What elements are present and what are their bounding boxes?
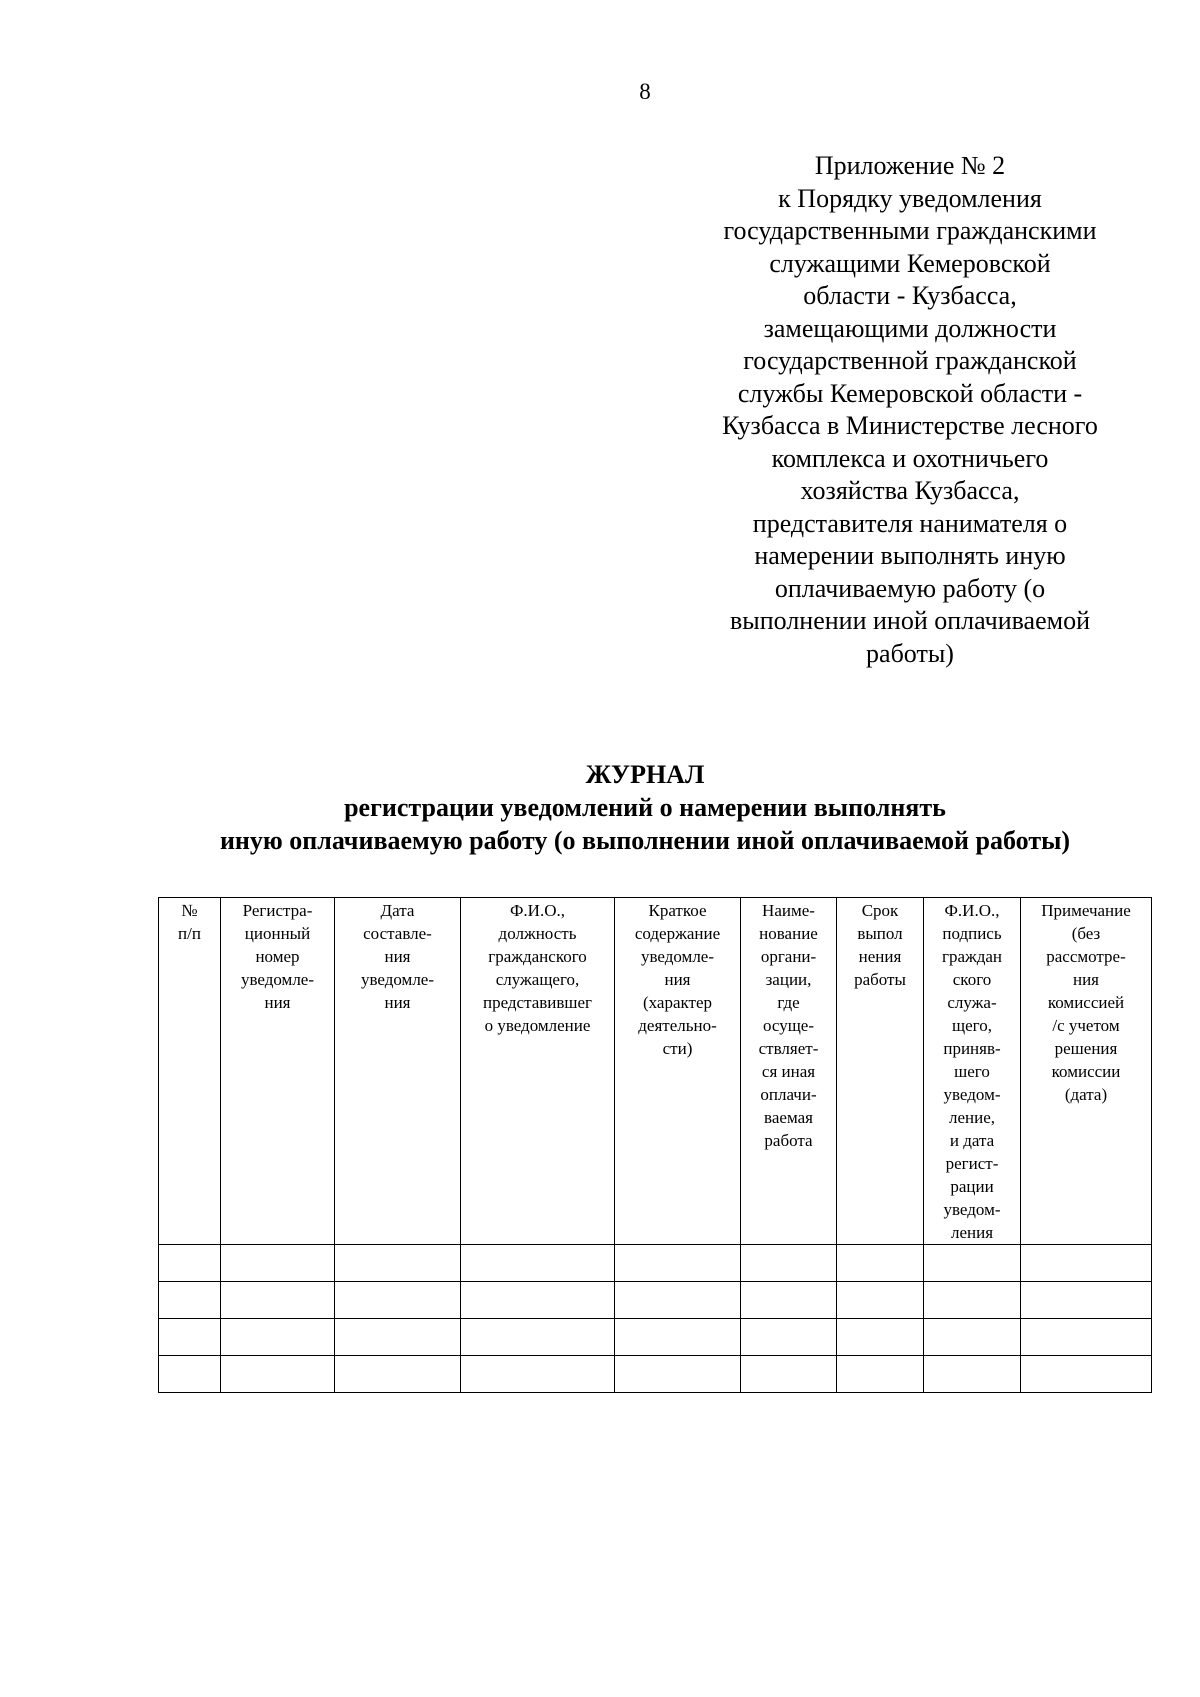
table-body bbox=[159, 1245, 1152, 1393]
table-cell bbox=[1021, 1245, 1152, 1282]
journal-table bbox=[158, 897, 1152, 1393]
table-cell bbox=[159, 1356, 221, 1393]
table-cell bbox=[741, 1282, 837, 1319]
annex-line: области - Кузбасса, bbox=[803, 281, 1017, 310]
table-cell bbox=[159, 1245, 221, 1282]
table-cell bbox=[159, 1282, 221, 1319]
annex-line: к Порядку уведомления bbox=[778, 183, 1042, 213]
journal-subtitle-line-2: иную оплачиваемую работу (о выполнении иной оплачиваемой работы) bbox=[219, 826, 1071, 855]
table-cell bbox=[335, 1356, 461, 1393]
table-cell bbox=[741, 1245, 837, 1282]
table-cell bbox=[221, 1319, 335, 1356]
table-cell bbox=[335, 1245, 461, 1282]
table-cell bbox=[159, 1319, 221, 1356]
table-cell bbox=[837, 1282, 924, 1319]
journal-heading: ЖУРНАЛ bbox=[585, 760, 705, 789]
column-header-summary: Краткое содержание уведомле- ния (характер деятельно- сти) bbox=[615, 898, 741, 1245]
column-header-note: Примечание (без рассмотре- ния комиссией /с учетом решения комиссии (дата) bbox=[1021, 898, 1152, 1245]
table-cell bbox=[1021, 1282, 1152, 1319]
column-header-employee: Ф.И.О., должность гражданского служащего, представившег о уведомление bbox=[461, 898, 615, 1245]
table-cell bbox=[1021, 1356, 1152, 1393]
table-row bbox=[159, 1245, 1152, 1282]
annex-line: выполнении иной оплачиваемой bbox=[730, 606, 1090, 635]
table-cell bbox=[335, 1319, 461, 1356]
column-header-date: Дата составле- ния уведомле- ния bbox=[335, 898, 461, 1245]
table-header-row bbox=[159, 898, 1152, 1245]
table-cell bbox=[924, 1356, 1021, 1393]
annex-block bbox=[690, 150, 1130, 670]
annex-line: комплекса и охотничьего bbox=[771, 443, 1049, 473]
table-cell bbox=[837, 1356, 924, 1393]
annex-line: оплачиваемую работу (о bbox=[774, 573, 1046, 603]
table-row bbox=[159, 1282, 1152, 1319]
table-cell bbox=[1021, 1319, 1152, 1356]
table-cell bbox=[461, 1282, 615, 1319]
annex-line: Приложение № 2 bbox=[814, 151, 1006, 180]
table-cell bbox=[615, 1356, 741, 1393]
table-cell bbox=[221, 1245, 335, 1282]
table-cell bbox=[461, 1319, 615, 1356]
table-cell bbox=[924, 1245, 1021, 1282]
table-cell bbox=[461, 1356, 615, 1393]
table-cell bbox=[461, 1245, 615, 1282]
table-cell bbox=[837, 1245, 924, 1282]
annex-line: хозяйства Кузбасса, bbox=[800, 476, 1020, 505]
annex-line: намерении выполнять иную bbox=[754, 541, 1066, 570]
column-header-receiver: Ф.И.О., подпись граждан ского служа- щего, приняв- шего уведом- ление, и дата регист- рации уведом- ления bbox=[924, 898, 1021, 1245]
annex-line: замещающими должности bbox=[763, 313, 1057, 343]
table-row bbox=[159, 1356, 1152, 1393]
journal-title-block bbox=[0, 758, 1200, 857]
table-row bbox=[159, 1319, 1152, 1356]
page-number: 8 bbox=[639, 79, 651, 104]
annex-line: представителя нанимателя о bbox=[752, 508, 1068, 538]
table-cell bbox=[924, 1282, 1021, 1319]
table-cell bbox=[221, 1282, 335, 1319]
column-header-organization: Наиме- нование органи- зации, где осуще- ствляет- ся иная оплачи- ваемая работа bbox=[741, 898, 837, 1245]
table-cell bbox=[837, 1319, 924, 1356]
table-cell bbox=[741, 1356, 837, 1393]
column-header-term: Срок выпол нения работы bbox=[837, 898, 924, 1245]
annex-line: Кузбасса в Министерстве лесного bbox=[722, 411, 1098, 440]
table-cell bbox=[741, 1319, 837, 1356]
table-cell bbox=[615, 1245, 741, 1282]
annex-line: государственными гражданскими bbox=[723, 216, 1097, 245]
annex-line: государственной гражданской bbox=[743, 346, 1077, 375]
table-cell bbox=[221, 1356, 335, 1393]
table-cell bbox=[335, 1282, 461, 1319]
annex-line: служащими Кемеровской bbox=[769, 248, 1051, 278]
annex-line: службы Кемеровской области - bbox=[737, 378, 1083, 408]
table-cell bbox=[615, 1319, 741, 1356]
column-header-registration-number: Регистра- ционный номер уведомле- ния bbox=[221, 898, 335, 1245]
table-cell bbox=[924, 1319, 1021, 1356]
table-cell bbox=[615, 1282, 741, 1319]
column-header-number: № п/п bbox=[159, 898, 221, 1245]
journal-subtitle-line-1: регистрации уведомлений о намерении выполнять bbox=[344, 793, 946, 822]
annex-line: работы) bbox=[866, 638, 954, 668]
